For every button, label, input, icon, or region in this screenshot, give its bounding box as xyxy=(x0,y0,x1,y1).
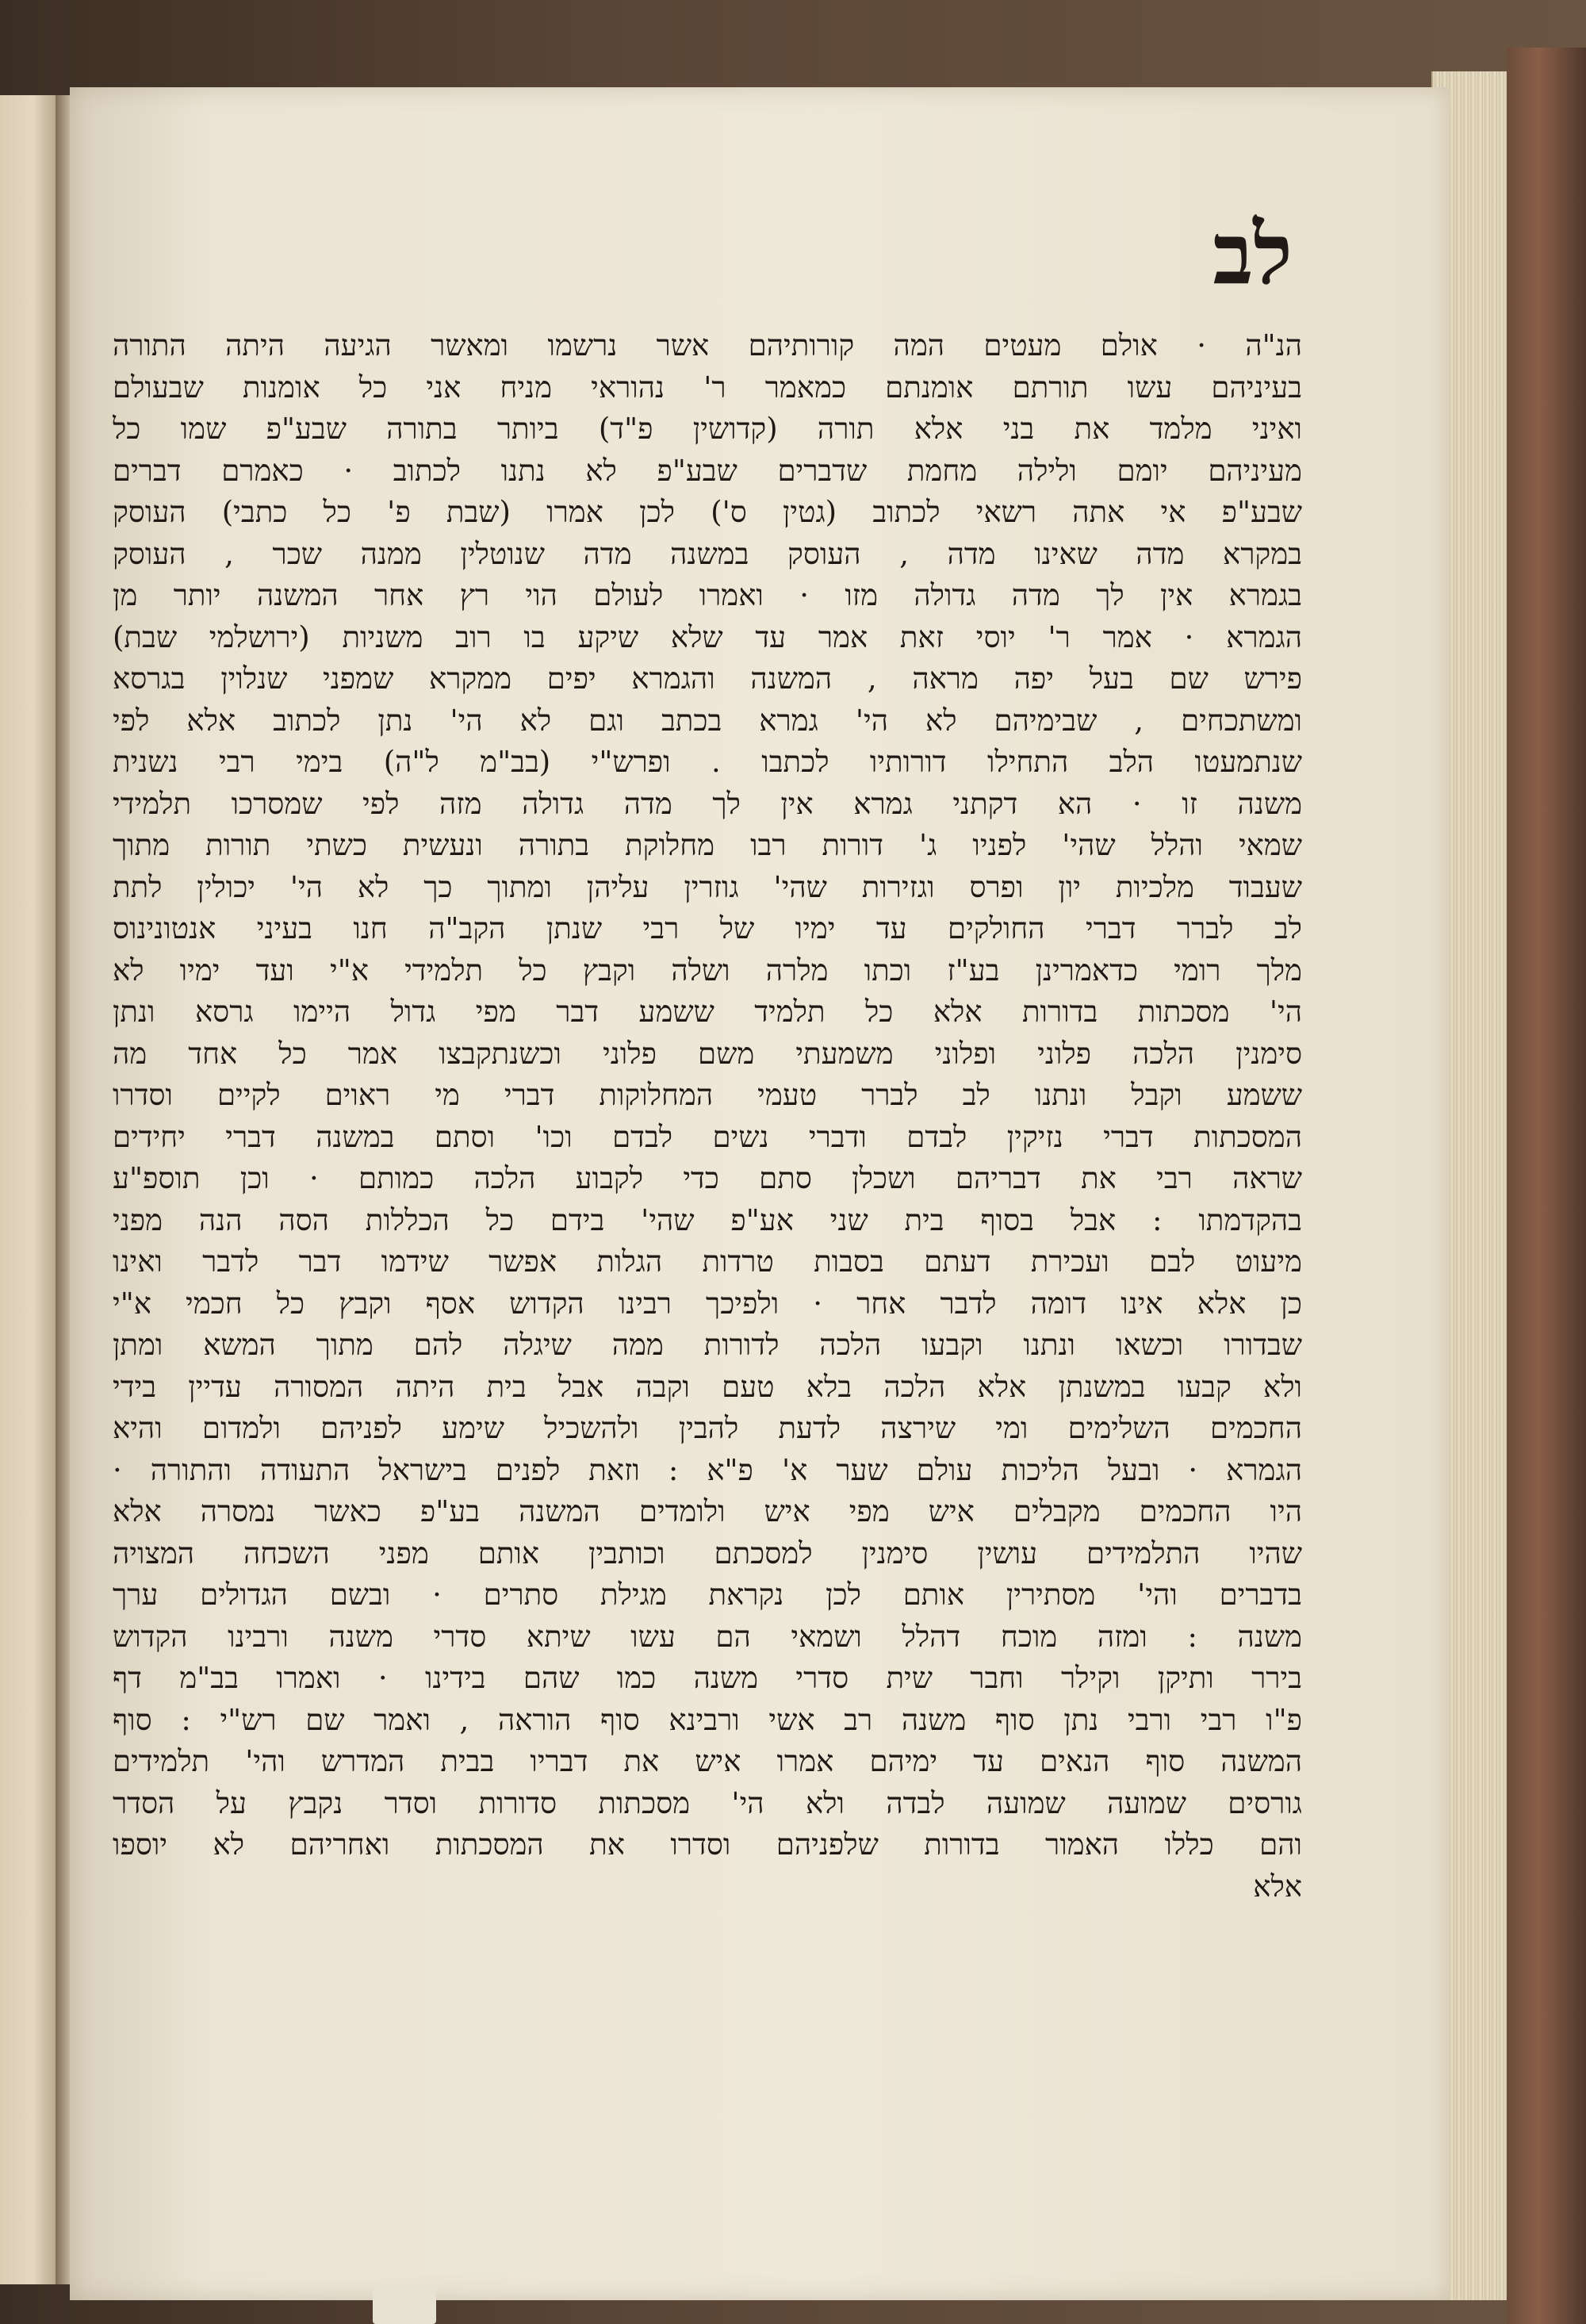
text-line: בירר ותיקן וקילר וחבר שית סדרי משנה כמו שהם בידינו · ואמרו בב"מ דף xyxy=(113,1661,1302,1695)
book-gutter xyxy=(56,95,71,2284)
text-line: כן אלא אינו דומה לדבר אחר · ולפיכך רבינו הקדוש אסף וקבץ כל חכמי א"י xyxy=(113,1286,1302,1321)
book-cover-edge xyxy=(1507,48,1586,2324)
text-line: החכמים השלימים ומי שירצה לדעת להבין ולהשכיל שימע לפניהם ולמדום והיא xyxy=(113,1411,1302,1445)
text-line: מעיניהם יומם ולילה מחמת שדברים שבע"פ לא נתנו לכתוב · כאמרם דברים xyxy=(113,453,1302,488)
page-number: לב xyxy=(1212,204,1293,303)
body-text xyxy=(113,325,1302,2094)
text-line: ששמע וקבל ונתנו לב לברר טעמי המחלוקות דברי מי ראוים לקיים וסדרו xyxy=(113,1078,1302,1112)
text-line: שבדורו וכשאו ונתנו וקבעו הלכה לדורות ממה שיגלה להם מתוך המשא ומתן xyxy=(113,1328,1302,1362)
text-line: שמאי והלל שהי' לפניו ג' דורות רבו מחלוקת בתורה ונעשית כשתי תורות מתוך xyxy=(113,828,1302,862)
text-line: מיעוט לבם ועכירת דעתם בסבות טרדות הגלות אפשר שידמו דבר לדבר ואינו xyxy=(113,1244,1302,1279)
text-line: שעבוד מלכיות יון ופרס וגזירות שהי' גוזרין עליהן ומתוך כך לא הי' יכולין לתת xyxy=(113,869,1302,904)
text-line: הנ"ה · אולם מעטים המה קורותיהם אשר נרשמו ומאשר הגיעה היתה התורה xyxy=(113,328,1302,362)
text-line: המשנה סוף הנאים עד ימיהם אמרו איש את דבריו בבית המדרש והי' תלמידים xyxy=(113,1744,1302,1778)
text-line: במקרא מדה שאינו מדה , העוסק במשנה מדה שנוטלין ממנה שכר , העוסק xyxy=(113,536,1302,571)
text-line: בעיניהם עשו תורתם אומנתם כמאמר ר' נהוראי מניח אני כל אומנות שבעולם xyxy=(113,370,1302,405)
catchword: אלא xyxy=(1253,1869,1302,1904)
facing-page-edge xyxy=(0,95,58,2284)
text-line: משנה זו · הא דקתני גמרא אין לך מדה גדולה מזה לפי שמסרכו תלמידי xyxy=(113,786,1302,821)
text-line: בהקדמתו : אבל בסוף בית שני אע"פ שהי' בידם כל הכללות הסה הנה מפני xyxy=(113,1202,1302,1237)
text-line: מלך רומי כדאמרינן בע"ז וכתו מלרה ושלה וקבץ כל תלמידי א"י ועד ימיו לא xyxy=(113,953,1302,988)
text-line: משנה : ומזה מוכח דהלל ושמאי הם עשו שיתא סדרי משנה ורבינו הקדוש xyxy=(113,1619,1302,1654)
text-line: ולא קבעו במשנתן אלא הלכה בלא טעם וקבה אבל בית היתה המסורה עדיין בידי xyxy=(113,1369,1302,1404)
text-line: המסכתות דברי נזיקין לבדם ודברי נשים לבדם וכו' וסתם במשנה דברי יחידים xyxy=(113,1119,1302,1154)
text-line: שהיו התלמידים עושין סימנין למסכתם וכותבין אותם מפני השכחה המצויה xyxy=(113,1536,1302,1570)
text-line: הגמרא · ובעל הליכות עולם שער א' פ"א : וזאת לפנים בישראל התעודה והתורה · xyxy=(113,1452,1302,1487)
text-line: שנתמעטו הלב התחילו דורותיו לכתבו . ופרש"י (בב"מ ל"ה) בימי רבי נשנית xyxy=(113,745,1302,779)
text-line: פירש שם בעל יפה מראה , המשנה והגמרא יפים ממקרא שמפני שנלוין בגרסא xyxy=(113,662,1302,696)
text-line: ומשתכחים , שבימיהם לא הי' גמרא בכתב וגם לא הי' נתן לכתוב אלא לפי xyxy=(113,703,1302,738)
paper-slip xyxy=(373,2284,436,2324)
text-line: פ"ו רבי ורבי נתן סוף משנה רב אשי ורבינא סוף הוראה , ואמר שם רש"י : סוף xyxy=(113,1702,1302,1737)
text-line: גורסים שמועה שמועה לבדה ולא הי' מסכתות סדורות וסדר נקבץ על הסדר xyxy=(113,1785,1302,1820)
text-line: סימנין הלכה פלוני ופלוני משמעתי משם פלוני וכשנתקבצו אמר כל אחד מה xyxy=(113,1036,1302,1071)
text-line: שראה רבי את דבריהם ושכלן סתם כדי לקבוע הלכה כמותם · וכן תוספ"ע xyxy=(113,1161,1302,1195)
text-line: בדברים והי' מסתירין אותם לכן נקראת מגילת סתרים · ובשם הגדולים ערך xyxy=(113,1578,1302,1612)
text-line: לב לברר דברי החולקים עד ימיו של רבי שנתן הקב"ה חנו בעיני אנטונינוס xyxy=(113,911,1302,945)
text-line: הגמרא · אמר ר' יוסי זאת אמר עד שלא שיקע בו רוב משניות (ירושלמי שבת) xyxy=(113,619,1302,654)
text-line: בגמרא אין לך מדה גדולה מזו · ואמרו לעולם הוי רץ אחר המשנה יותר מן xyxy=(113,578,1302,612)
text-line: שבע"פ אי אתה רשאי לכתוב (גטין ס') לכן אמרו (שבת פ' כל כתבי) העוסק xyxy=(113,495,1302,529)
text-line: ואיני מלמד את בני אלא תורה (קדושין פ"ד) ביותר בתורה שבע"פ שמו כל xyxy=(113,412,1302,446)
text-line: הי' מסכתות בדורות אלא כל תלמיד ששמע דבר מפי גדול היימו גרסא ונתן xyxy=(113,995,1302,1029)
text-line: היו החכמים מקבלים איש מפי איש ולומדים המשנה בע"פ כאשר נמסרה אלא xyxy=(113,1494,1302,1528)
text-line: והם כללו האמור בדורות שלפניהם וסדרו את המסכתות ואחריהם לא יוספו xyxy=(113,1827,1302,1862)
